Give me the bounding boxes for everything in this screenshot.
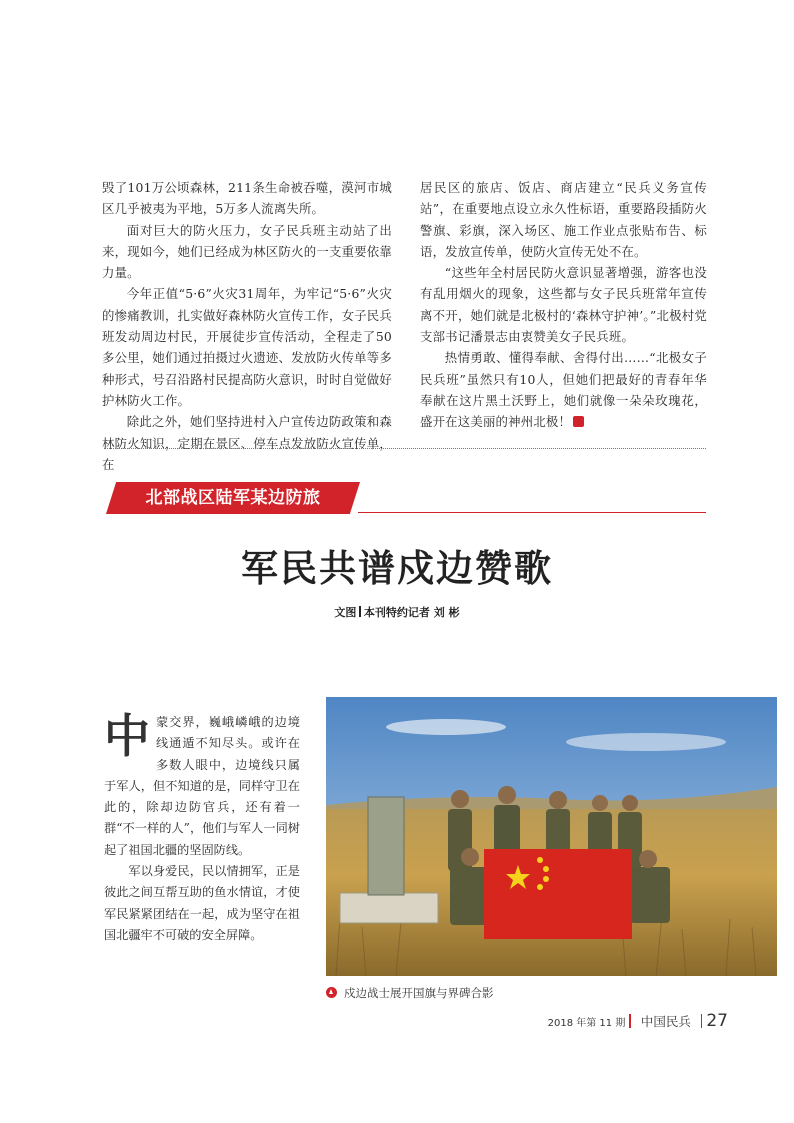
paragraph: “这些年全村居民防火意识显著增强，游客也没有乱用烟火的现象，这些都与女子民兵班常年宣传离不开，她们就是北极村的‘森林守护神’。”北极村党支部书记潘景志由衷赞美女子民兵班。 [420,265,707,345]
paragraph: 面对巨大的防火压力，女子民兵班主动站了出来，现如今，她们已经成为林区防火的一支重要依靠力量。 [102,222,392,281]
byline-separator [359,606,361,617]
byline [0,604,794,620]
prev-article-right-column [420,177,707,433]
prev-article-left-column [102,177,392,475]
intro-text: 蒙交界，巍峨嶙峨的边境线通遁不知尽头。或许在多数人眼中，边境线只属于军人，但不知道的是，同样守卫在此的，除却边防官兵，还有着一群“不一样的人”，他们与军人一同树起了祖国北疆的坚固防线。 [104,715,300,857]
page-footer [548,1011,728,1031]
paragraph: 居民区的旅店、饭店、商店建立“民兵义务宣传站”，在重要地点设立永久性标语，重要路段插防火警旗、彩旗，深入场区、施工作业点张贴布告、标语，发放宣传单，使防火宣传无处不在。 [420,180,707,259]
intro-paragraph [104,709,300,861]
photo-caption [326,985,494,1001]
drop-cap: 中 [104,709,150,763]
magazine-name: 中国民兵 [640,1014,691,1029]
end-of-article-icon [573,416,584,427]
section-tag: 北部战区陆军某边防旅 [145,488,321,508]
footer-separator [629,1014,631,1028]
paragraph: 今年正值“5·6”火灾31周年，为牢记“5·6”火灾的惨痛教训，扎实做好森林防火宣传工作，女子民兵班发动周边村民，开展徒步宣传活动，全程走了50多公里，她们通过拍摄过火遗迹、发放防火传单等多种形式，号召沿路村民提高防火意识，时时自觉做好护林防火工作。 [102,286,392,408]
page-number: 27 [706,1011,728,1031]
paragraph: 毁了101万公顷森林，211条生命被吞噬，漠河市城区几乎被夷为平地，5万多人流离失所。 [102,180,392,217]
issue-number: 2018 年第 11 期 [547,1017,626,1029]
article-intro [104,709,300,946]
footer-separator [701,1014,703,1028]
paragraph [420,347,707,432]
article-headline: 军民共谱戍边赞歌 [241,547,553,590]
paragraph: 除此之外，她们坚持进村入户宣传边防政策和森林防火知识，定期在景区、停车点发放防火宣传单，在 [102,414,392,472]
intro-paragraph: 军以身爱民，民以情拥军，正是彼此之间互帮互助的鱼水情谊，才使军民紧紧团结在一起，成为坚守在祖国北疆牢不可破的安全屏障。 [104,864,300,942]
paragraph-text: 热情勇敢、懂得奉献、舍得付出……“北极女子民兵班”虽然只有10人，但她们把最好的青春年华奉献在这片黑土沃野上，她们就像一朵朵玫瑰花，盛开在这美丽的神州北极！ [420,350,707,430]
byline-author: 本刊特约记者 刘 彬 [363,606,460,619]
article-photo [326,697,777,976]
byline-prefix: 文图 [334,606,357,619]
section-divider [104,448,706,449]
caption-text: 戍边战士展开国旗与界碑合影 [344,986,494,1000]
section-tag-underline [358,512,706,513]
caption-triangle-icon [326,987,337,998]
